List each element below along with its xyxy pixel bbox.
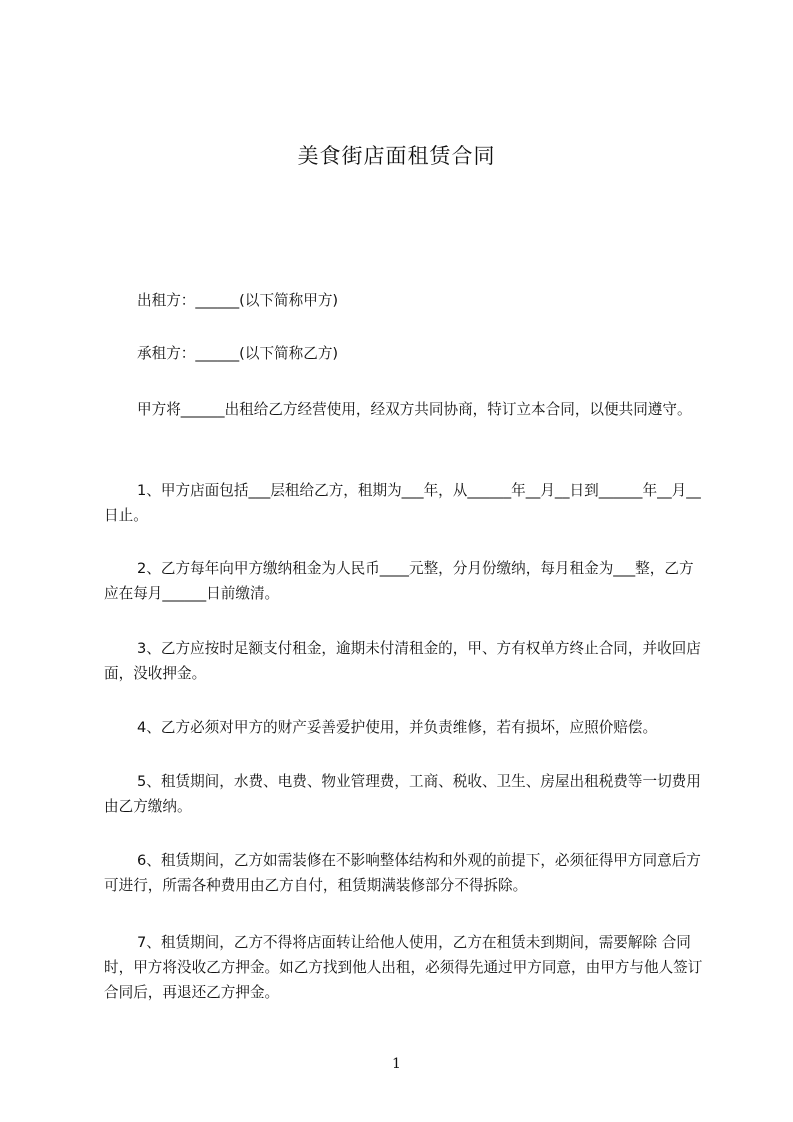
- clause-7: 7、租赁期间，乙方不得将店面转让给他人使用，乙方在租赁未到期间，需要解除 合同时，甲方将没收乙方押金。如乙方找到他人出租，必须得先通过甲方同意，由甲方与他人签订合同后，再退还乙方押金。: [104, 934, 703, 1001]
- clause-4: 4、乙方必须对甲方的财产妥善爱护使用，并负责维修，若有损坏，应照价赔偿。: [137, 719, 658, 736]
- clause-2: 2、乙方每年向甲方缴纳租金为人民币____元整，分月份缴纳，每月租金为___整，乙方应在每月______日前缴清。: [104, 560, 694, 602]
- clause-6: 6、租赁期间，乙方如需装修在不影响整体结构和外观的前提下，必须征得甲方同意后方可进行，所需各种费用由乙方自付，租赁期满装修部分不得拆除。: [104, 852, 701, 894]
- lessor-line: 出租方：______(以下简称甲方): [137, 292, 339, 309]
- clause-5: 5、租赁期间，水费、电费、物业管理费，工商、税收、卫生、房屋出租税费等一切费用由乙方缴纳。: [104, 773, 701, 815]
- page-number: 1: [392, 1056, 401, 1072]
- clause-1: 1、甲方店面包括___层租给乙方，租期为___年，从______年__月__日到______年__月__日止。: [104, 482, 701, 524]
- lessee-line: 承租方：______(以下简称乙方): [137, 345, 339, 362]
- document-title: 美食街店面租赁合同: [297, 144, 496, 168]
- clause-3: 3、乙方应按时足额支付租金，逾期未付清租金的，甲、方有权单方终止合同，并收回店面，没收押金。: [104, 640, 701, 682]
- preamble-paragraph: 甲方将______出租给乙方经营使用，经双方共同协商，特订立本合同，以便共同遵守。: [137, 401, 692, 418]
